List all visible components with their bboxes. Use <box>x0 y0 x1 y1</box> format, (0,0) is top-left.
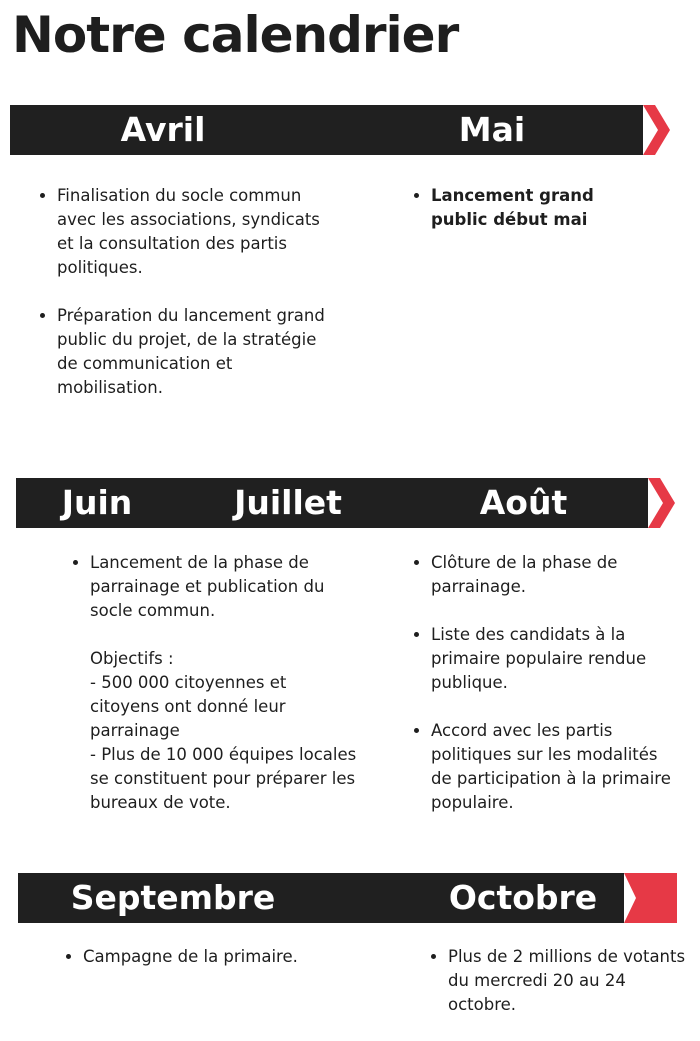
month-label-octobre: Octobre <box>448 878 598 917</box>
list-item <box>57 304 327 400</box>
list-item <box>431 623 671 695</box>
page-title: Notre calendrier <box>12 6 459 64</box>
month-label-juin: Juin <box>61 483 133 522</box>
item-text: Préparation du lancement grand public du projet, de la stratégie de communication et mobilisation. <box>57 306 325 397</box>
list-item <box>57 184 327 280</box>
list-item <box>431 184 631 232</box>
list-item <box>448 945 688 1017</box>
list-septembre <box>65 945 373 993</box>
item-text: Liste des candidats à la primaire populaire rendue publique. <box>431 625 647 692</box>
arrow-tail-icon <box>624 873 677 923</box>
month-label-septembre: Septembre <box>70 878 276 917</box>
month-label-mai: Mai <box>458 110 526 149</box>
item-text: Plus de 2 millions de votants du mercredi 20 au 24 octobre. <box>448 947 686 1014</box>
list-item <box>431 551 671 599</box>
list-juin-juillet <box>72 551 360 839</box>
timeline-band-avril-mai <box>10 105 670 155</box>
month-label-aout: Août <box>479 483 568 522</box>
list-item <box>83 945 373 969</box>
month-label-juillet: Juillet <box>234 483 342 522</box>
arrow-chevron-icon <box>643 105 670 155</box>
item-text: Accord avec les partis politiques sur les modalités de participation à la primaire populaire. <box>431 721 671 812</box>
list-avril <box>39 184 327 424</box>
item-text: Finalisation du socle commun avec les associations, syndicats et la consultation des partis politiques. <box>57 186 320 277</box>
month-label-avril: Avril <box>120 110 206 149</box>
list-mai <box>413 184 631 256</box>
item-text: Clôture de la phase de parrainage. <box>431 553 618 596</box>
list-octobre <box>430 945 688 1041</box>
list-item <box>90 551 360 815</box>
item-text: Lancement de la phase de parrainage et publication du socle commun. Objectifs : - 500 000 citoyennes et citoyens ont donné leur parrainage - Plus de 10 000 équipes locales se constituent pour préparer les bureaux de vote. <box>90 553 357 812</box>
timeline-band-septembre-octobre <box>18 873 677 923</box>
list-item <box>431 719 671 815</box>
list-aout <box>413 551 671 839</box>
arrow-chevron-icon <box>648 478 675 528</box>
item-text: Campagne de la primaire. <box>83 947 298 966</box>
item-text: Lancement grand public début mai <box>431 186 594 229</box>
timeline-band-juin-juillet-aout <box>16 478 675 528</box>
